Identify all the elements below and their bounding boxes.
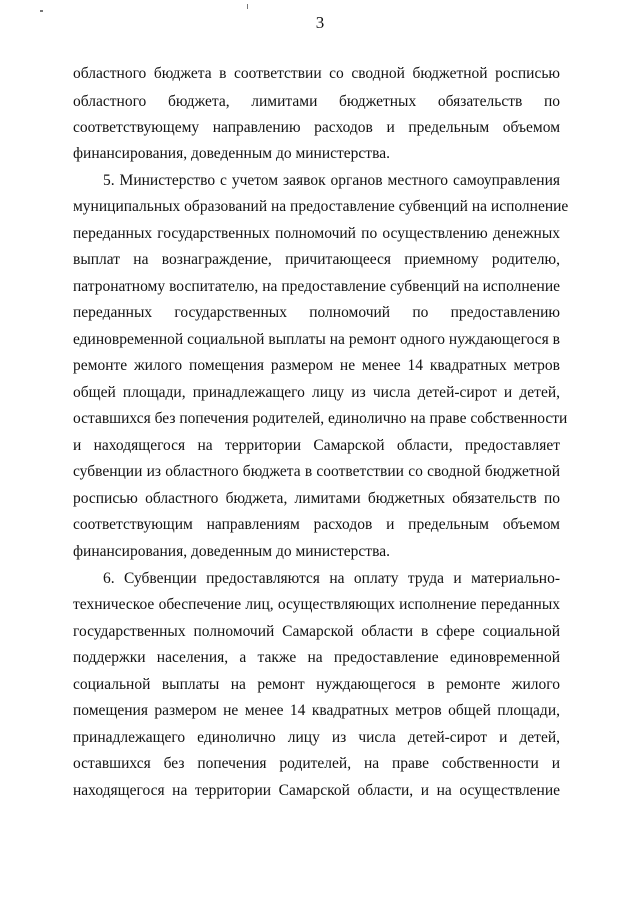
text-line: выплат на вознаграждение, причитающееся приемному родителю, [73, 251, 560, 268]
text-line: областного бюджета, лимитами бюджетных обязательств по [73, 93, 560, 110]
text-line: техническое обеспечение лиц, осуществляющих исполнение переданных [73, 596, 560, 613]
text-line: находящегося на территории Самарской области, и на осуществление [73, 782, 560, 799]
text-line: соответствующим направлениям расходов и предельным объемом [73, 516, 560, 533]
text-line: переданных государственных полномочий по предоставлению [73, 304, 560, 321]
text-line: финансирования, доведенным до министерства. [73, 543, 390, 560]
text-line: соответствующему направлению расходов и предельным объемом [73, 119, 560, 136]
text-line: социальной выплаты на ремонт нуждающегося в ремонте жилого [73, 676, 560, 693]
text-line: областного бюджета в соответствии со сводной бюджетной росписью [73, 65, 560, 82]
text-line: переданных государственных полномочий по осуществлению денежных [73, 225, 560, 242]
text-line: ремонте жилого помещения размером не менее 14 квадратных метров [73, 357, 560, 374]
text-line: оставшихся без попечения родителей, на праве собственности и [73, 755, 560, 772]
text-line: единовременной социальной выплаты на ремонт одного нуждающегося в [73, 331, 560, 348]
text-line: 6. Субвенции предоставляются на оплату труда и материально- [103, 570, 560, 587]
text-line: принадлежащего единолично лицу из числа детей-сирот и детей, [73, 729, 560, 746]
text-line: муниципальных образований на предоставление субвенций на исполнение [73, 198, 569, 215]
text-line: и находящегося на территории Самарской области, предоставляет [73, 437, 560, 454]
text-line: общей площади, принадлежащего лицу из числа детей-сирот и детей, [73, 384, 560, 401]
text-line: финансирования, доведенным до министерства. [73, 145, 390, 162]
text-line: 5. Министерство с учетом заявок органов местного самоуправления [103, 172, 560, 189]
scan-speck [247, 4, 248, 9]
text-line: помещения размером не менее 14 квадратных метров общей площади, [73, 702, 560, 719]
page-number: 3 [315, 13, 325, 32]
text-line: поддержки населения, а также на предоставление единовременной [73, 649, 560, 666]
text-line: государственных полномочий Самарской области в сфере социальной [73, 623, 560, 640]
text-line: росписью областного бюджета, лимитами бюджетных обязательств по [73, 490, 560, 507]
text-line: оставшихся без попечения родителей, единолично на праве собственности [73, 410, 568, 427]
text-line: субвенции из областного бюджета в соответствии со сводной бюджетной [73, 463, 560, 480]
text-line: патронатному воспитателю, на предоставление субвенций на исполнение [73, 278, 560, 295]
